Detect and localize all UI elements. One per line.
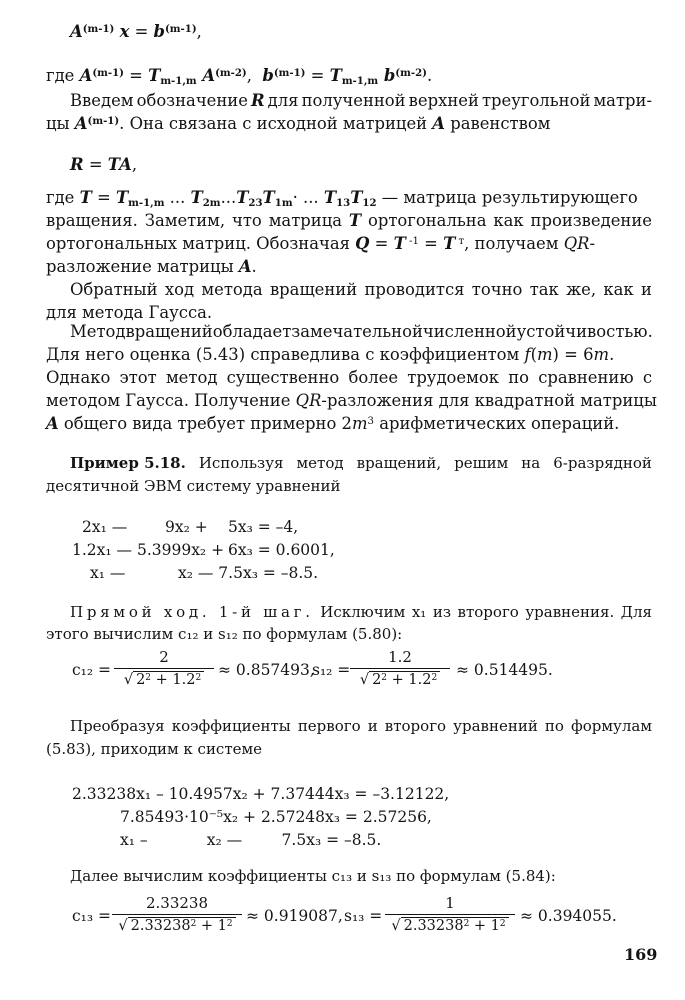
example-line1: Пример 5.18. Используя метод вращений, решим на 6-разрядной — [70, 454, 652, 472]
s13-lhs: s₁₃ = — [344, 907, 383, 925]
system1-row2: 1.2x₁ — 5.3999x₂ + — [72, 541, 225, 559]
page-number: 169 — [624, 945, 658, 964]
s12-lhs: s₁₂ = — [312, 661, 351, 679]
s12-approx: ≈ 0.514495. — [456, 661, 553, 679]
s12-fraction: 1.2 √ $2^2 + 1.2^2$ — [350, 648, 450, 689]
transform-line2: (5.83), приходим к системе — [46, 740, 263, 758]
para3-line1: Обратный ход метода вращений проводится точно так же, как и — [70, 280, 652, 299]
system2-row2: 7.85493·10⁻⁵x₂ + 2.57248x₃ = 2.57256, — [120, 808, 432, 826]
c12-approx: ≈ 0.857493, — [218, 661, 315, 679]
para4-line2: Для него оценка (5.43) справедлива с коэффициентом f(m) = 6m. — [46, 345, 615, 364]
s13-fraction: 1 √ $2.33238^2 + 1^2$ — [385, 894, 515, 935]
system1-row1-rhs: 5x₃ = –4, — [228, 518, 299, 536]
system1-row1: 2x₁ — — [82, 518, 128, 536]
example-line2: десятичной ЭВМ систему уравнений — [46, 477, 341, 495]
para1-line1: Введем обозначение R для полученной верхней треугольной матри- — [70, 91, 652, 110]
system1-row1-mid: 9x₂ + — [165, 518, 208, 536]
next-line: Далее вычислим коэффициенты c₁₃ и s₁₃ по формулам (5.84): — [70, 867, 556, 885]
system2-row1: 2.33238x₁ – 10.4957x₂ + 7.37444x₃ = –3.12122, — [72, 785, 450, 803]
system2-row3: x₁ – x₂ — 7.5x₃ = –8.5. — [120, 831, 382, 849]
para1-line2: цы $A^{(m-1)}$. Она связана с исходной матрицей A равенством — [46, 114, 551, 133]
equation-line-1: $A^{(m-1)}$ $x = b^{(m-1)}$, — [70, 22, 202, 41]
forward-line1: Прямой ход. 1-й шаг. Исключим x₁ из второго уравнения. Для — [70, 603, 652, 621]
para4-line1: Метод вращений обладает замечательной численной устойчивостью. — [70, 322, 653, 341]
c13-lhs: c₁₃ = — [72, 907, 112, 925]
para2-line2: вращения. Заметим, что матрица T ортогональна как произведение — [46, 211, 652, 230]
para2-line1: где $T = T_{m-1,m}$ ... $T_{2m}...T_{23}T_{1m}\cdot$ ... $T_{13}T_{12}$ — матрица результирующего — [46, 188, 638, 210]
para4-line4: методом Гаусса. Получение QR-разложения для квадратной матрицы — [46, 391, 657, 410]
para2-line4: разложение матрицы A. — [46, 257, 257, 276]
para4-line5: A общего вида требует примерно $2m^3$ арифметических операций. — [46, 414, 620, 433]
c13-fraction: 2.33238 √ $2.33238^2 + 1^2$ — [112, 894, 242, 935]
equation-R: R = TA, — [70, 155, 138, 174]
c12-fraction: 2 √ $2^2 + 1.2^2$ — [114, 648, 214, 689]
forward-line2: этого вычислим c₁₂ и s₁₂ по формулам (5.80): — [46, 625, 403, 643]
system1-row3-mid: x₂ — 7.5x₃ = –8.5. — [178, 564, 319, 582]
para2-line3: ортогональных матриц. Обозначая Q = T $^{-1}$ = T $^т$, получаем QR- — [46, 234, 596, 253]
example-label: Пример 5.18. — [70, 454, 186, 472]
equation-line-2: где $A^{(m-1)} = T_{m-1,m}$ $A^{(m-2)}$, $b^{(m-1)} = T_{m-1,m}$ $b^{(m-2)}$. — [46, 66, 433, 88]
c13-approx: ≈ 0.919087, — [246, 907, 343, 925]
system1-row2-rhs: 6x₃ = 0.6001, — [228, 541, 335, 559]
para3-line2: для метода Гаусса. — [46, 303, 213, 322]
transform-line1: Преобразуя коэффициенты первого и второго уравнений по формулам — [70, 717, 652, 735]
c12-lhs: c₁₂ = — [72, 661, 112, 679]
para4-line3: Однако этот метод существенно более трудоемок по сравнению с — [46, 368, 652, 387]
s13-approx: ≈ 0.394055. — [520, 907, 617, 925]
system1-row3: x₁ — — [90, 564, 126, 582]
